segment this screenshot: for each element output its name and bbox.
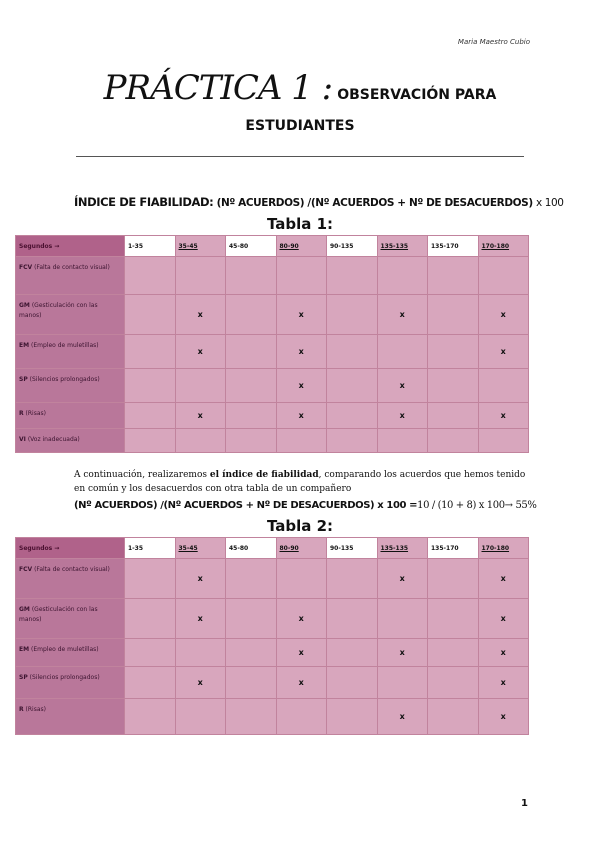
mark-cell: [327, 639, 378, 667]
mark-cell: [428, 403, 479, 429]
table-row: [16, 639, 529, 667]
page-number: 1: [521, 798, 528, 809]
row-description: (Falta de contacto visual): [34, 264, 110, 271]
mark-cell: x: [478, 295, 529, 335]
mark-cell: [377, 257, 428, 295]
row-code: GM: [19, 606, 30, 613]
mark-cell: [125, 295, 176, 335]
formula-tail: x 100: [536, 197, 564, 209]
title-subtitle-line1: OBSERVACIÓN PARA: [337, 87, 497, 103]
mark-cell: [327, 403, 378, 429]
row-code: SP: [19, 674, 28, 681]
mark-cell: x: [478, 559, 529, 599]
mark-cell: x: [377, 403, 428, 429]
mark-cell: [175, 699, 226, 735]
row-label: [16, 403, 125, 429]
mark-cell: [125, 429, 176, 453]
row-description: (Gesticulación con las manos): [19, 606, 98, 623]
mark-cell: x: [377, 369, 428, 403]
mark-cell: [327, 559, 378, 599]
intro-paragraph: [74, 468, 534, 496]
mark-cell: [125, 599, 176, 639]
mark-cell: [377, 335, 428, 369]
row-code: R: [19, 706, 24, 713]
mark-cell: [327, 429, 378, 453]
mark-cell: [125, 699, 176, 735]
mark-cell: x: [478, 639, 529, 667]
title-subtitle-line2: ESTUDIANTES: [245, 118, 355, 134]
column-header: 80-90: [276, 236, 327, 257]
row-description: (Gesticulación con las manos): [19, 302, 98, 319]
author-name: Maria Maestro Cubio: [457, 38, 530, 46]
row-description: (Risas): [25, 410, 46, 417]
row-code: FCV: [19, 264, 33, 271]
mark-cell: [276, 429, 327, 453]
mark-cell: [327, 257, 378, 295]
mark-cell: [327, 599, 378, 639]
row-label: [16, 257, 125, 295]
page-title: [0, 68, 600, 108]
table2-caption: Tabla 2:: [266, 517, 334, 535]
row-label: [16, 667, 125, 699]
column-header: 80-90: [276, 538, 327, 559]
row-code: EM: [19, 646, 30, 653]
column-header: 135-135: [377, 236, 428, 257]
mark-cell: [327, 335, 378, 369]
mark-cell: [428, 335, 479, 369]
mark-cell: x: [377, 295, 428, 335]
mark-cell: [226, 699, 277, 735]
column-header: 45-80: [226, 538, 277, 559]
row-label: [16, 429, 125, 453]
mark-cell: [276, 257, 327, 295]
column-header: 35-45: [175, 538, 226, 559]
title-divider: [76, 156, 524, 157]
table-row: [16, 559, 529, 599]
mark-cell: [428, 257, 479, 295]
mark-cell: [226, 429, 277, 453]
paragraph-text-before: A continuación, realizaremos: [74, 470, 210, 480]
mark-cell: [428, 295, 479, 335]
mark-cell: [175, 429, 226, 453]
mark-cell: [428, 639, 479, 667]
table-row: [16, 699, 529, 735]
calc-expression: (Nº ACUERDOS) /(Nº ACUERDOS + Nº DE DESACUERDOS) x 100 =: [74, 500, 418, 511]
mark-cell: x: [478, 335, 529, 369]
mark-cell: x: [377, 639, 428, 667]
column-header: 170-180: [478, 236, 529, 257]
mark-cell: [478, 429, 529, 453]
mark-cell: x: [175, 559, 226, 599]
column-header: 45-80: [226, 236, 277, 257]
paragraph-text-after: , comparando los acuerdos que hemos tenido en común y los desacuerdos con otra tabla de un compañero: [74, 470, 526, 494]
row-description: (Empleo de muletillas): [31, 342, 99, 349]
formula-label: ÍNDICE DE FIABILIDAD:: [74, 195, 214, 209]
row-label: [16, 559, 125, 599]
mark-cell: [125, 335, 176, 369]
table-row: [16, 369, 529, 403]
row-description: (Silencios prolongados): [29, 674, 100, 681]
calc-result: 10 / (10 + 8) x 100→ 55%: [417, 500, 537, 511]
mark-cell: [226, 403, 277, 429]
row-description: (Voz inadecuada): [27, 436, 80, 443]
row-label: [16, 335, 125, 369]
row-description: (Silencios prolongados): [29, 376, 100, 383]
reliability-calculation: [74, 500, 536, 511]
mark-cell: [428, 599, 479, 639]
column-header: 1-35: [125, 236, 176, 257]
mark-cell: x: [276, 667, 327, 699]
column-header: 135-135: [377, 538, 428, 559]
mark-cell: [226, 335, 277, 369]
mark-cell: [478, 369, 529, 403]
mark-cell: x: [276, 295, 327, 335]
mark-cell: [377, 599, 428, 639]
mark-cell: [428, 429, 479, 453]
mark-cell: x: [478, 599, 529, 639]
title-main: PRÁCTICA 1 :: [103, 68, 333, 108]
row-code: R: [19, 410, 24, 417]
header-label: Segundos →: [16, 236, 125, 257]
paragraph-bold: el índice de fiabilidad: [209, 470, 319, 480]
column-header: 1-35: [125, 538, 176, 559]
mark-cell: x: [478, 403, 529, 429]
row-label: [16, 639, 125, 667]
mark-cell: [175, 257, 226, 295]
row-description: (Risas): [25, 706, 46, 713]
mark-cell: [226, 639, 277, 667]
mark-cell: x: [175, 599, 226, 639]
mark-cell: x: [478, 667, 529, 699]
column-header: 90-135: [327, 236, 378, 257]
column-header: 135-170: [428, 538, 479, 559]
row-label: [16, 295, 125, 335]
table-row: [16, 667, 529, 699]
mark-cell: [175, 369, 226, 403]
mark-cell: [226, 599, 277, 639]
mark-cell: x: [478, 699, 529, 735]
mark-cell: x: [175, 667, 226, 699]
mark-cell: [226, 257, 277, 295]
mark-cell: [125, 667, 176, 699]
mark-cell: x: [276, 639, 327, 667]
mark-cell: x: [276, 335, 327, 369]
mark-cell: [226, 295, 277, 335]
table-row: [16, 257, 529, 295]
mark-cell: [226, 667, 277, 699]
observation-table-2: [15, 537, 529, 735]
observation-table-1: [15, 235, 529, 453]
mark-cell: x: [377, 559, 428, 599]
column-header: 90-135: [327, 538, 378, 559]
mark-cell: [327, 295, 378, 335]
mark-cell: [327, 699, 378, 735]
mark-cell: [276, 559, 327, 599]
row-code: VI: [19, 436, 26, 443]
table-row: [16, 429, 529, 453]
table-row: [16, 335, 529, 369]
row-description: (Falta de contacto visual): [34, 566, 110, 573]
mark-cell: x: [276, 369, 327, 403]
column-header: 35-45: [175, 236, 226, 257]
table-row: [16, 403, 529, 429]
mark-cell: [125, 369, 176, 403]
mark-cell: [125, 403, 176, 429]
table-row: [16, 599, 529, 639]
mark-cell: [175, 639, 226, 667]
table1-caption: Tabla 1:: [266, 215, 334, 233]
mark-cell: [428, 699, 479, 735]
mark-cell: x: [377, 699, 428, 735]
row-label: [16, 699, 125, 735]
mark-cell: x: [276, 403, 327, 429]
mark-cell: [478, 257, 529, 295]
mark-cell: x: [175, 295, 226, 335]
mark-cell: [226, 559, 277, 599]
table-row: [16, 295, 529, 335]
column-header: 170-180: [478, 538, 529, 559]
mark-cell: [125, 559, 176, 599]
mark-cell: [226, 369, 277, 403]
row-code: FCV: [19, 566, 33, 573]
mark-cell: [276, 699, 327, 735]
row-code: SP: [19, 376, 28, 383]
mark-cell: [377, 667, 428, 699]
mark-cell: [428, 667, 479, 699]
mark-cell: x: [175, 403, 226, 429]
mark-cell: [377, 429, 428, 453]
mark-cell: [428, 559, 479, 599]
mark-cell: [125, 639, 176, 667]
row-description: (Empleo de muletillas): [31, 646, 99, 653]
row-label: [16, 599, 125, 639]
mark-cell: [327, 667, 378, 699]
mark-cell: x: [175, 335, 226, 369]
reliability-formula: [74, 195, 564, 209]
mark-cell: [428, 369, 479, 403]
mark-cell: [327, 369, 378, 403]
row-label: [16, 369, 125, 403]
row-code: EM: [19, 342, 30, 349]
formula-expression: (Nº ACUERDOS) /(Nº ACUERDOS + Nº DE DESACUERDOS): [216, 197, 533, 209]
mark-cell: [125, 257, 176, 295]
row-code: GM: [19, 302, 30, 309]
column-header: 135-170: [428, 236, 479, 257]
mark-cell: x: [276, 599, 327, 639]
header-label: Segundos →: [16, 538, 125, 559]
